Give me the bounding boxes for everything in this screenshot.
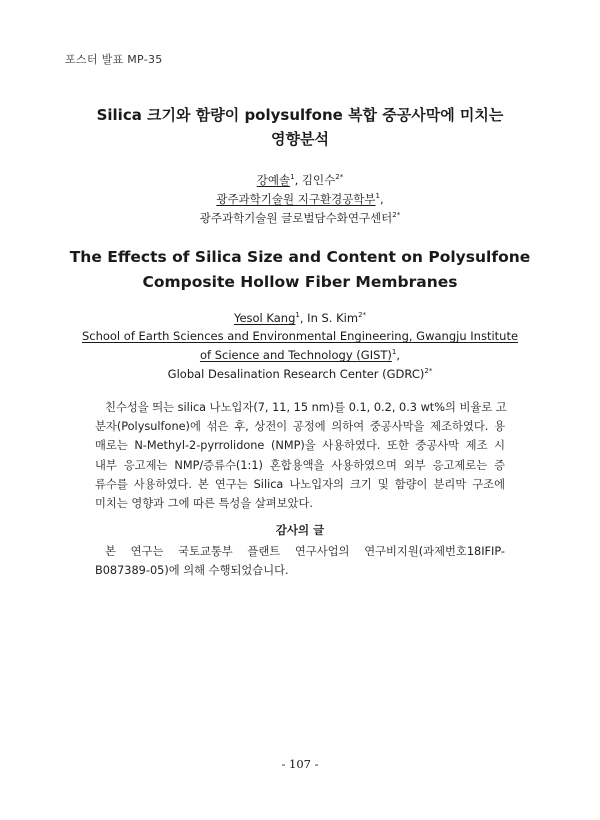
english-author2-sup: 2*: [358, 311, 367, 320]
english-author2: In S. Kim: [307, 311, 359, 325]
english-affiliation1-line2: [0, 345, 600, 365]
session-label: 포스터 발표 MP-35: [65, 53, 163, 66]
korean-author1: 강예솔: [256, 173, 291, 187]
english-title-line1: The Effects of Silica Size and Content on Polysulfone: [69, 248, 531, 266]
korean-author2-sup: 2*: [335, 173, 344, 182]
english-author-sep: ,: [299, 311, 308, 325]
english-affiliation1-text1: School of Earth Sciences and Environmental Engineering, Gwangju Institute: [81, 329, 519, 343]
english-title: [0, 245, 600, 295]
acknowledgement-line: 본 연구는 국토교통부 플랜트 연구사업의 연구비지원(과제번호18IFIP-: [105, 545, 505, 558]
korean-author1-sup: 1: [290, 173, 295, 182]
acknowledgement-body: [95, 542, 505, 580]
korean-affiliation1-text: 광주과학기술원 지구환경공학부: [216, 192, 376, 206]
acknowledgement-heading: 감사의 글: [275, 523, 325, 537]
korean-title-line2: 영향분석: [271, 130, 329, 148]
acknowledgement-line: B087389-05)에 의해 수행되었습니다.: [95, 564, 289, 578]
korean-title: [0, 103, 600, 151]
korean-affiliation1: [0, 189, 600, 209]
korean-affiliation1-end: ,: [380, 192, 384, 206]
abstract-line: 매로는 N-Methyl-2-pyrrolidone (NMP)을 사용하였다. 또한 중공사막 제조 시: [95, 439, 505, 453]
korean-affiliation2-text: 광주과학기술원 글로벌담수화연구센터: [199, 211, 393, 225]
english-title-line2: Composite Hollow Fiber Membranes: [142, 273, 458, 291]
korean-affiliation2: [0, 208, 600, 228]
english-affiliation2: [0, 364, 600, 384]
english-affiliation1-line1: [0, 326, 600, 346]
abstract-line: 미치는 영향과 그에 따른 특성을 살펴보았다.: [95, 497, 313, 511]
abstract-line: 내부 응고제는 NMP/증류수(1:1) 혼합용액을 사용하였으며 외부 응고제로는 증: [95, 458, 505, 472]
abstract-line: 류수를 사용하였다. 본 연구는 Silica 나노입자의 크기 및 함량이 분리막 구조에: [95, 477, 505, 491]
english-affiliation2-text: Global Desalination Research Center (GDRC): [167, 367, 425, 381]
korean-author-sep: ,: [294, 173, 302, 187]
abstract-line: 분자(Polysulfone)에 섞은 후, 상전이 공정에 의하여 중공사막을 제조하였다. 용: [95, 420, 505, 434]
korean-title-line1: Silica 크기와 함량이 polysulfone 복합 중공사막에 미치는: [96, 106, 504, 124]
abstract: [95, 398, 505, 513]
korean-author2: 김인수: [301, 173, 336, 187]
abstract-line: 친수성을 띄는 silica 나노입자(7, 11, 15 nm)를 0.1, 0.2, 0.3 wt%의 비율로 고: [105, 401, 507, 414]
page-number: - 107 -: [281, 757, 319, 771]
english-affiliation1-end: ,: [396, 348, 401, 362]
english-affiliation1-sup: 1: [391, 348, 397, 357]
english-authors: [0, 308, 600, 328]
english-affiliation1-text2: of Science and Technology (GIST): [199, 348, 392, 362]
english-author1-sup: 1: [295, 311, 300, 320]
korean-authors: [0, 170, 600, 190]
korean-affiliation1-sup: 1: [375, 192, 380, 201]
korean-affiliation2-sup: 2*: [392, 211, 401, 220]
english-affiliation2-sup: 2*: [424, 367, 433, 376]
english-author1: Yesol Kang: [233, 311, 296, 325]
